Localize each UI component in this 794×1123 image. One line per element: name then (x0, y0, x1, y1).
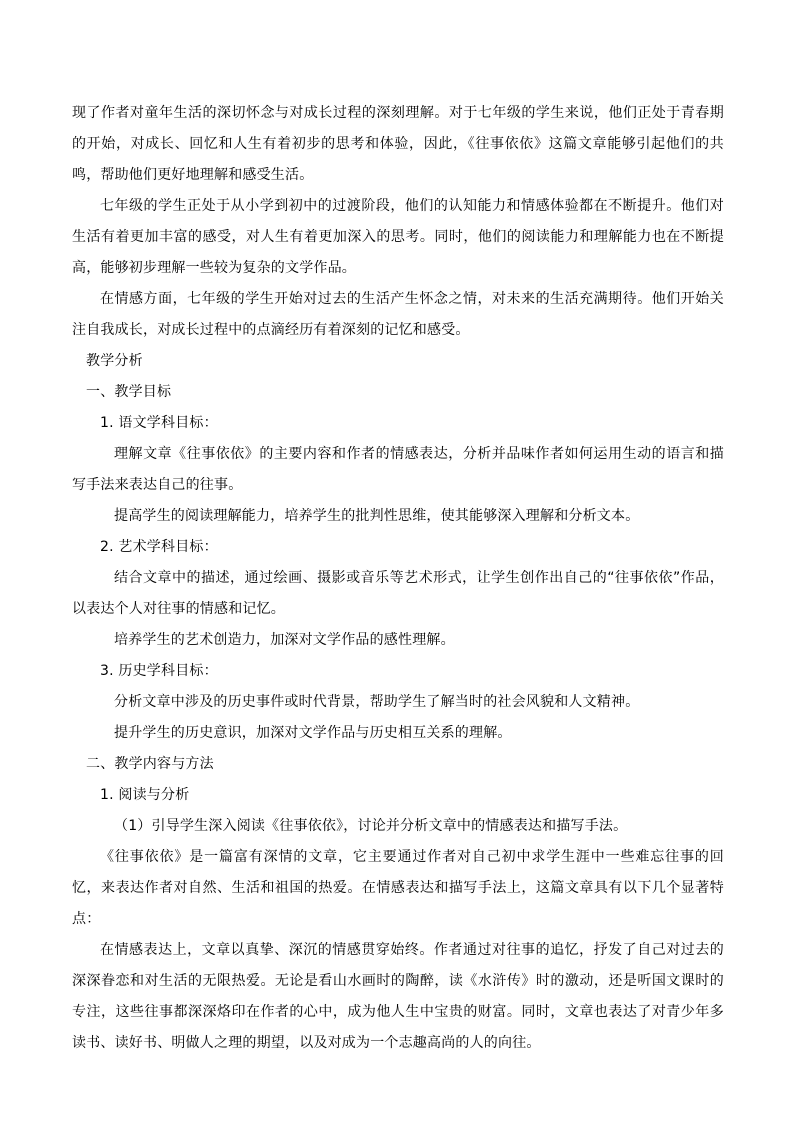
document-body (72, 98, 724, 1059)
paragraph-intro-continuation: 现了作者对童年生活的深切怀念与对成长过程的深刻理解。对于七年级的学生来说，他们正处于青春期的开始，对成长、回忆和人生有着初步的思考和体验，因此，《往事依依》这篇文章能够引起他们的共鸣，帮助他们更好地理解和感受生活。 (72, 105, 724, 183)
subheading-history-goals: 3. 历史学科目标： (100, 663, 218, 679)
paragraph-art-goal-2: 培养学生的艺术创造力，加深对文学作品的感性理解。 (114, 632, 455, 648)
heading-content-methods: 二、教学内容与方法 (86, 756, 214, 772)
subheading-chinese-goals: 1. 语文学科目标： (100, 415, 218, 431)
subheading-reading-analysis: 1. 阅读与分析 (100, 787, 190, 803)
paragraph-history-goal-2: 提升学生的历史意识，加深对文学作品与历史相互关系的理解。 (114, 725, 512, 741)
paragraph-history-goal-1: 分析文章中涉及的历史事件或时代背景，帮助学生了解当时的社会风貌和人文精神。 (114, 694, 640, 710)
paragraph-student-stage: 七年级的学生正处于从小学到初中的过渡阶段，他们的认知能力和情感体验都在不断提升。他们对生活有着更加丰富的感受，对人生有着更加深入的思考。同时，他们的阅读能力和理解能力也在不断提高，能够初步理解一些较为复杂的文学作品。 (72, 198, 724, 276)
paragraph-emotional-expression: 在情感表达上，文章以真挚、深沉的情感贯穿始终。作者通过对往事的追忆，抒发了自己对过去的深深眷恋和对生活的无限热爱。无论是看山水画时的陶醉，读《水浒传》时的激动，还是听国文课时的专注，这些往事都深深烙印在作者的心中，成为他人生中宝贵的财富。同时，文章也表达了对青少年多读书、读好书、明做人之理的期望，以及对成为一个志趣高尚的人的向往。 (72, 942, 724, 1051)
paragraph-art-goal-1: 结合文章中的描述，通过绘画、摄影或音乐等艺术形式，让学生创作出自己的“往事依依”作品，以表达个人对往事的情感和记忆。 (72, 570, 724, 617)
paragraph-guide-reading: （1）引导学生深入阅读《往事依依》，讨论并分析文章中的情感表达和描写手法。 (114, 818, 628, 834)
paragraph-chinese-goal-2: 提高学生的阅读理解能力，培养学生的批判性思维，使其能够深入理解和分析文本。 (114, 508, 640, 524)
paragraph-chinese-goal-1: 理解文章《往事依依》的主要内容和作者的情感表达，分析并品味作者如何运用生动的语言和描写手法来表达自己的往事。 (72, 446, 724, 493)
paragraph-article-overview: 《往事依依》是一篇富有深情的文章，它主要通过作者对自己初中求学生涯中一些难忘往事的回忆，来表达作者对自然、生活和祖国的热爱。在情感表达和描写手法上，这篇文章具有以下几个显著特点： (72, 849, 724, 927)
heading-teaching-goals: 一、教学目标 (86, 384, 172, 400)
paragraph-emotion: 在情感方面，七年级的学生开始对过去的生活产生怀念之情，对未来的生活充满期待。他们开始关注自我成长，对成长过程中的点滴经历有着深刻的记忆和感受。 (72, 291, 724, 338)
heading-teaching-analysis: 教学分析 (86, 353, 143, 369)
subheading-art-goals: 2. 艺术学科目标： (100, 539, 218, 555)
